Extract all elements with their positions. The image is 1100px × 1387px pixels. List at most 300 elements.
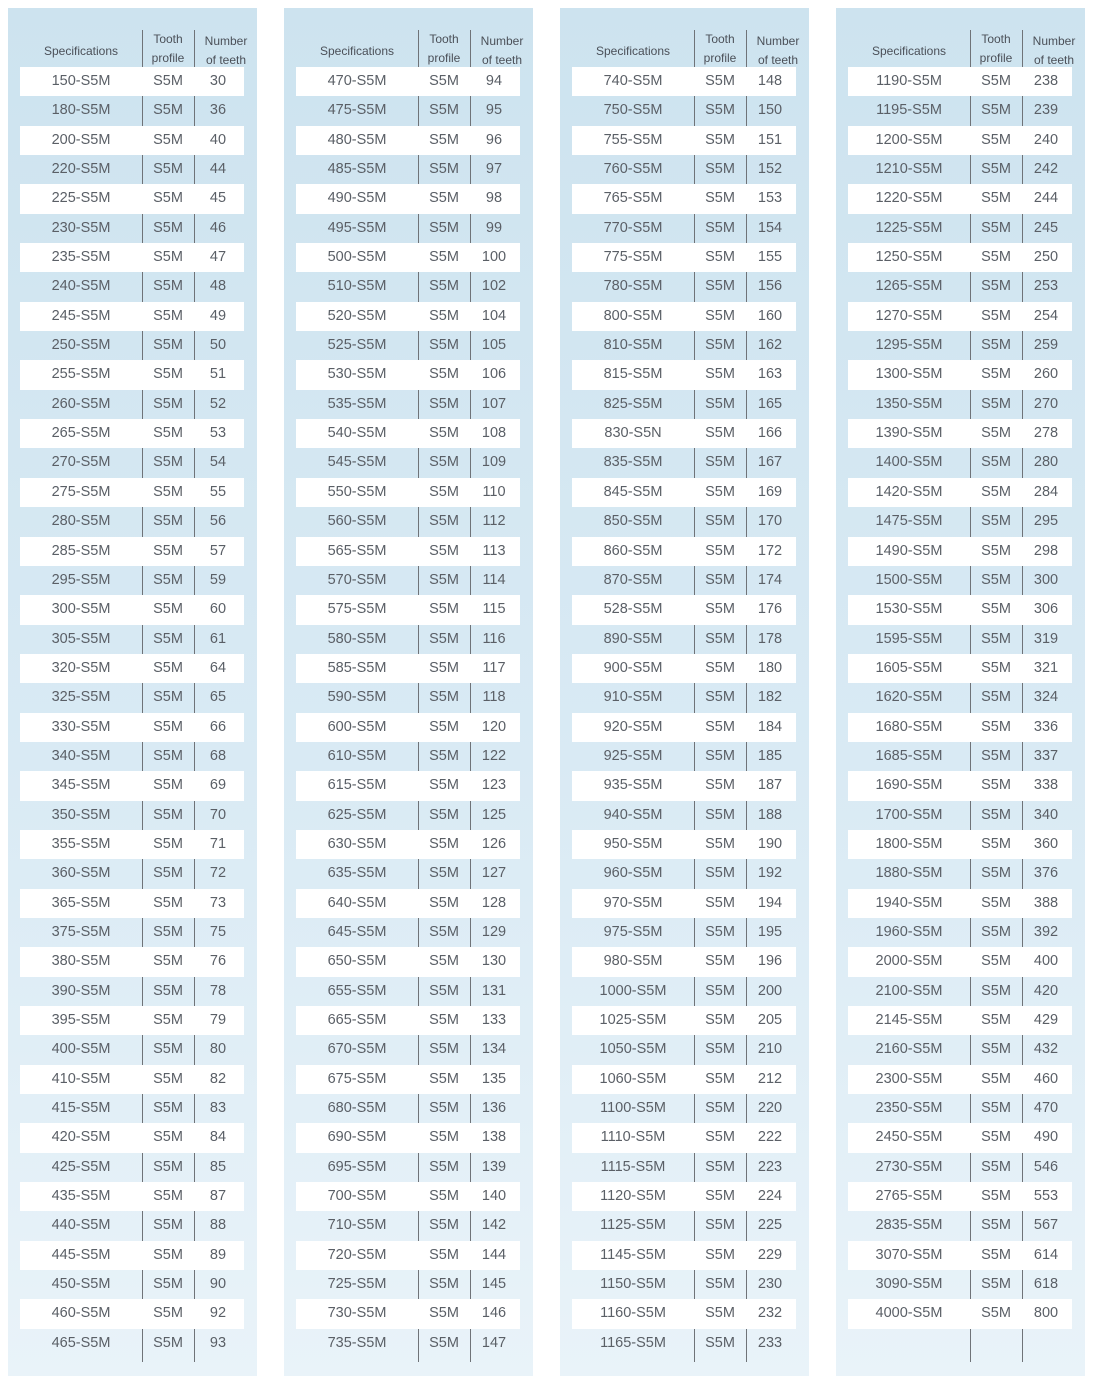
cell-tooth-profile: S5M [705,513,735,530]
cell-tooth-profile: S5M [429,513,459,530]
cell-number-of-teeth: 112 [482,513,506,530]
cell-specification: 225-S5M [51,190,111,207]
cell-number-of-teeth: 546 [1033,1158,1059,1175]
cell-tooth-profile: S5M [981,1129,1011,1146]
cell-number-of-teeth: 148 [757,73,783,89]
cell-specification: 1350-S5M [875,395,943,412]
cell-number-of-teeth: 48 [209,278,227,295]
cell-number-of-teeth: 104 [481,307,507,324]
cell-tooth-profile: S5M [429,161,459,178]
cell-tooth-profile: S5M [153,513,183,530]
cell-specification: 740-S5M [603,73,663,89]
cell-number-of-teeth: 553 [1033,1188,1059,1205]
cell-number-of-teeth: 110 [482,483,506,500]
cell-number-of-teeth: 253 [1033,278,1059,295]
cell-specification: 980-S5M [603,953,663,970]
cell-tooth-profile: S5M [153,1158,183,1175]
cell-tooth-profile: S5M [153,1100,183,1117]
cell-specification: 1200-S5M [875,131,943,148]
cell-specification: 365-S5M [51,894,111,911]
cell-specification: 2145-S5M [875,1012,943,1028]
cell-number-of-teeth: 57 [209,542,227,559]
cell-tooth-profile: S5M [153,542,183,559]
cell-tooth-profile: S5M [705,1070,735,1087]
cell-specification: 265-S5M [51,425,111,442]
cell-number-of-teeth: 192 [757,865,783,882]
cell-specification: 435-S5M [51,1188,111,1205]
cell-tooth-profile: S5M [705,366,735,383]
cell-number-of-teeth: 195 [757,923,783,940]
cell-number-of-teeth: 200 [757,982,783,999]
cell-specification: 235-S5M [51,249,111,266]
cell-number-of-teeth: 138 [481,1129,507,1146]
cell-tooth-profile: S5M [429,835,459,852]
cell-specification: 510-S5M [327,278,387,295]
cell-number-of-teeth: 187 [757,777,783,794]
cell-number-of-teeth: 40 [209,131,227,148]
cell-tooth-profile: S5M [429,131,459,148]
cell-tooth-profile: S5M [153,689,183,706]
cell-tooth-profile: S5M [705,483,735,500]
cell-number-of-teeth: 123 [481,777,507,794]
cell-tooth-profile: S5M [705,102,735,119]
cell-tooth-profile: S5M [705,1276,735,1293]
cell-specification: 1150-S5M [600,1276,666,1293]
cell-tooth-profile: S5M [153,395,183,412]
cell-tooth-profile: S5M [705,1188,735,1205]
cell-number-of-teeth: 108 [481,425,507,442]
cell-tooth-profile: S5M [705,747,735,764]
cell-tooth-profile: S5M [981,630,1011,647]
cell-specification: 630-S5M [327,835,387,852]
cell-specification: 1265-S5M [875,278,943,295]
cell-specification: 610-S5M [327,747,387,764]
cell-tooth-profile: S5M [705,161,735,178]
cell-number-of-teeth: 229 [757,1246,783,1263]
cell-number-of-teeth: 69 [209,777,227,794]
cell-tooth-profile: S5M [981,982,1011,999]
cell-number-of-teeth: 165 [757,395,783,412]
cell-number-of-teeth: 106 [481,366,507,383]
cell-tooth-profile: S5M [429,953,459,970]
cell-specification: 935-S5M [603,777,663,794]
cell-specification: 1165-S5M [600,1334,666,1351]
cell-tooth-profile: S5M [153,1041,183,1058]
cell-specification: 245-S5M [51,307,111,324]
cell-specification: 445-S5M [51,1246,111,1263]
cell-specification: 345-S5M [51,777,111,794]
cell-number-of-teeth: 239 [1033,102,1059,119]
cell-number-of-teeth: 222 [757,1129,783,1146]
cell-number-of-teeth: 254 [1033,307,1059,324]
cell-specification: 1690-S5M [875,777,943,794]
cell-tooth-profile: S5M [981,542,1011,559]
cell-tooth-profile: S5M [153,894,183,911]
cell-specification: 2730-S5M [875,1158,943,1175]
cell-tooth-profile: S5M [153,1188,183,1205]
cell-number-of-teeth: 242 [1033,161,1059,178]
cell-specification: 960-S5M [603,865,663,882]
cell-specification: 4000-S5M [875,1305,943,1322]
cell-tooth-profile: S5M [153,161,183,178]
cell-specification: 2160-S5M [875,1041,943,1058]
cell-specification: 770-S5M [603,219,663,236]
cell-specification: 1500-S5M [875,571,943,588]
cell-specification: 645-S5M [327,923,387,940]
cell-tooth-profile: S5M [429,601,459,618]
cell-specification: 150-S5M [51,73,111,89]
cell-number-of-teeth: 150 [757,102,783,119]
cell-number-of-teeth: 376 [1033,865,1059,882]
cell-specification: 1220-S5M [875,190,943,207]
cell-number-of-teeth: 83 [209,1100,227,1117]
cell-number-of-teeth: 162 [757,337,783,354]
cell-number-of-teeth: 321 [1033,659,1059,676]
cell-specification: 415-S5M [51,1100,111,1117]
cell-tooth-profile: S5M [153,219,183,236]
cell-tooth-profile: S5M [153,777,183,794]
cell-number-of-teeth: 45 [209,190,227,207]
cell-number-of-teeth: 139 [481,1158,507,1175]
cell-number-of-teeth: 98 [485,190,503,207]
cell-tooth-profile: S5M [153,454,183,471]
cell-specification: 2450-S5M [875,1129,943,1146]
cell-tooth-profile: S5M [153,806,183,823]
cell-specification: 280-S5M [51,513,111,530]
cell-tooth-profile: S5M [153,1070,183,1087]
cell-tooth-profile: S5M [705,953,735,970]
cell-tooth-profile: S5M [705,865,735,882]
cell-specification: 3070-S5M [875,1246,943,1263]
cell-specification: 1700-S5M [875,806,943,823]
cell-number-of-teeth: 47 [209,249,227,266]
cell-specification: 830-S5N [604,425,662,442]
cell-specification: 730-S5M [327,1305,387,1322]
cell-tooth-profile: S5M [981,953,1011,970]
cell-specification: 3090-S5M [875,1276,943,1293]
cell-number-of-teeth: 174 [757,571,783,588]
cell-tooth-profile: S5M [981,806,1011,823]
cell-specification: 1125-S5M [600,1217,666,1234]
cell-tooth-profile: S5M [705,806,735,823]
cell-specification: 520-S5M [327,307,387,324]
cell-tooth-profile: S5M [705,630,735,647]
cell-tooth-profile: S5M [153,1246,183,1263]
cell-number-of-teeth: 49 [209,307,227,324]
cell-tooth-profile: S5M [153,747,183,764]
cell-specification: 275-S5M [51,483,111,500]
cell-number-of-teeth: 163 [757,366,783,383]
cell-tooth-profile: S5M [705,982,735,999]
cell-tooth-profile: S5M [981,1188,1011,1205]
cell-specification: 1800-S5M [875,835,943,852]
cell-tooth-profile: S5M [429,1305,459,1322]
cell-number-of-teeth: 44 [209,161,227,178]
cell-specification: 540-S5M [327,425,387,442]
cell-number-of-teeth: 52 [209,395,227,412]
cell-tooth-profile: S5M [153,1305,183,1322]
cell-specification: 200-S5M [51,131,111,148]
cell-specification: 1120-S5M [600,1188,666,1205]
cell-number-of-teeth: 167 [757,454,783,471]
cell-specification: 1390-S5M [875,425,943,442]
cell-specification: 390-S5M [51,982,111,999]
header-number-of-teeth: Number of teeth [204,34,248,67]
cell-specification: 270-S5M [51,454,111,471]
cell-specification: 815-S5M [603,366,663,383]
cell-specification: 1420-S5M [875,483,943,500]
cell-tooth-profile: S5M [429,1246,459,1263]
cell-number-of-teeth: 70 [209,806,227,823]
cell-specification: 460-S5M [51,1305,111,1322]
cell-tooth-profile: S5M [705,1217,735,1234]
cell-tooth-profile: S5M [981,454,1011,471]
cell-specification: 400-S5M [51,1041,111,1058]
cell-specification: 725-S5M [327,1276,387,1293]
cell-specification: 635-S5M [327,865,387,882]
cell-tooth-profile: S5M [153,102,183,119]
cell-specification: 295-S5M [51,571,111,588]
cell-number-of-teeth: 800 [1033,1305,1059,1322]
cell-tooth-profile: S5M [705,659,735,676]
header-number-of-teeth: Number of teeth [480,34,524,67]
cell-tooth-profile: S5M [153,249,183,266]
cell-number-of-teeth: 71 [209,835,227,852]
cell-specification: 835-S5M [603,454,663,471]
cell-specification: 1685-S5M [875,747,943,764]
cell-tooth-profile: S5M [981,425,1011,442]
spec-table-3 [560,8,809,1376]
cell-tooth-profile: S5M [981,1305,1011,1322]
cell-tooth-profile: S5M [429,73,459,89]
cell-specification: 720-S5M [327,1246,387,1263]
cell-number-of-teeth: 135 [481,1070,507,1087]
cell-number-of-teeth: 136 [481,1100,507,1117]
cell-tooth-profile: S5M [429,923,459,940]
cell-number-of-teeth: 129 [481,923,507,940]
cell-tooth-profile: S5M [981,689,1011,706]
cell-number-of-teeth: 66 [209,718,227,735]
cell-specification: 325-S5M [51,689,111,706]
cell-number-of-teeth: 146 [481,1305,507,1322]
cell-specification: 360-S5M [51,865,111,882]
cell-tooth-profile: S5M [153,131,183,148]
cell-number-of-teeth: 76 [209,953,227,970]
cell-specification: 1195-S5M [876,102,942,119]
cell-tooth-profile: S5M [981,190,1011,207]
cell-specification: 560-S5M [327,513,387,530]
cell-number-of-teeth: 176 [757,601,783,618]
cell-specification: 320-S5M [51,659,111,676]
cell-number-of-teeth: 84 [209,1129,227,1146]
cell-tooth-profile: S5M [705,1334,735,1351]
cell-specification: 1300-S5M [875,366,943,383]
cell-specification: 975-S5M [603,923,663,940]
cell-number-of-teeth: 102 [481,278,507,295]
cell-specification: 530-S5M [327,366,387,383]
cell-tooth-profile: S5M [429,982,459,999]
cell-specification: 355-S5M [51,835,111,852]
cell-number-of-teeth: 72 [209,865,227,882]
cell-number-of-teeth: 306 [1033,601,1059,618]
cell-tooth-profile: S5M [981,366,1011,383]
cell-tooth-profile: S5M [153,571,183,588]
cell-tooth-profile: S5M [981,249,1011,266]
cell-tooth-profile: S5M [981,1158,1011,1175]
cell-number-of-teeth: 337 [1033,747,1059,764]
cell-number-of-teeth: 618 [1033,1276,1059,1293]
cell-tooth-profile: S5M [429,806,459,823]
cell-tooth-profile: S5M [153,73,183,89]
header-number-of-teeth: Number of teeth [756,34,800,67]
cell-tooth-profile: S5M [981,1070,1011,1087]
cell-tooth-profile: S5M [429,1334,459,1351]
cell-specification: 1530-S5M [875,601,943,618]
cell-specification: 490-S5M [327,190,387,207]
cell-number-of-teeth: 230 [757,1276,783,1293]
header-specifications: Specifications [595,44,671,58]
cell-number-of-teeth: 147 [481,1334,507,1351]
cell-tooth-profile: S5M [429,219,459,236]
cell-number-of-teeth: 100 [481,249,507,266]
cell-specification: 565-S5M [327,542,387,559]
cell-tooth-profile: S5M [981,278,1011,295]
cell-number-of-teeth: 300 [1033,571,1059,588]
cell-number-of-teeth: 278 [1033,425,1059,442]
cell-tooth-profile: S5M [981,571,1011,588]
cell-number-of-teeth: 80 [209,1041,227,1058]
cell-specification: 665-S5M [327,1012,387,1028]
cell-specification: 465-S5M [51,1334,111,1351]
cell-specification: 485-S5M [327,161,387,178]
cell-tooth-profile: S5M [981,102,1011,119]
cell-tooth-profile: S5M [981,1276,1011,1293]
cell-tooth-profile: S5M [981,894,1011,911]
cell-number-of-teeth: 172 [757,542,783,559]
cell-number-of-teeth: 460 [1033,1070,1059,1087]
cell-specification: 330-S5M [51,718,111,735]
cell-number-of-teeth: 46 [209,219,227,236]
cell-number-of-teeth: 90 [209,1276,227,1293]
cell-tooth-profile: S5M [705,1041,735,1058]
cell-specification: 2100-S5M [875,982,943,999]
cell-number-of-teeth: 60 [209,601,227,618]
cell-number-of-teeth: 89 [209,1246,227,1263]
cell-specification: 1145-S5M [600,1246,666,1263]
cell-number-of-teeth: 82 [209,1070,227,1087]
cell-number-of-teeth: 420 [1033,982,1059,999]
cell-number-of-teeth: 131 [481,982,507,999]
cell-specification: 375-S5M [51,923,111,940]
cell-number-of-teeth: 260 [1033,366,1059,383]
cell-tooth-profile: S5M [981,483,1011,500]
cell-tooth-profile: S5M [981,73,1011,89]
spec-table-1 [8,8,257,1376]
cell-number-of-teeth: 238 [1033,73,1059,89]
cell-specification: 1115-S5M [600,1158,666,1175]
cell-number-of-teeth: 127 [481,865,507,882]
cell-specification: 470-S5M [327,73,387,89]
cell-number-of-teeth: 155 [757,249,783,266]
cell-tooth-profile: S5M [981,835,1011,852]
cell-tooth-profile: S5M [153,865,183,882]
cell-tooth-profile: S5M [429,249,459,266]
cell-tooth-profile: S5M [153,630,183,647]
cell-specification: 925-S5M [603,747,663,764]
cell-number-of-teeth: 280 [1033,454,1059,471]
cell-specification: 2300-S5M [875,1070,943,1087]
cell-number-of-teeth: 392 [1033,923,1059,940]
cell-tooth-profile: S5M [429,718,459,735]
cell-specification: 1190-S5M [876,73,942,89]
cell-specification: 1680-S5M [875,718,943,735]
cell-tooth-profile: S5M [705,1129,735,1146]
header-specifications: Specifications [43,44,119,58]
cell-tooth-profile: S5M [981,307,1011,324]
cell-specification: 775-S5M [603,249,663,266]
cell-number-of-teeth: 295 [1033,513,1059,530]
cell-specification: 1475-S5M [875,513,943,530]
cell-tooth-profile: S5M [705,835,735,852]
header-specifications: Specifications [871,44,947,58]
cell-specification: 500-S5M [327,249,387,266]
header-tooth-profile: Tooth profile [151,32,185,65]
header-tooth-profile: Tooth profile [979,32,1013,65]
cell-specification: 800-S5M [603,307,663,324]
cell-tooth-profile: S5M [705,1100,735,1117]
cell-specification: 750-S5M [603,102,663,119]
cell-specification: 550-S5M [327,483,387,500]
cell-number-of-teeth: 128 [481,894,507,911]
cell-tooth-profile: S5M [153,278,183,295]
cell-number-of-teeth: 156 [757,278,783,295]
cell-specification: 695-S5M [327,1158,387,1175]
cell-tooth-profile: S5M [981,337,1011,354]
cell-number-of-teeth: 94 [485,73,503,89]
cell-tooth-profile: S5M [429,102,459,119]
cell-tooth-profile: S5M [705,1246,735,1263]
cell-tooth-profile: S5M [429,542,459,559]
cell-number-of-teeth: 270 [1033,395,1059,412]
cell-number-of-teeth: 470 [1033,1100,1059,1117]
cell-specification: 575-S5M [327,601,387,618]
cell-specification: 700-S5M [327,1188,387,1205]
cell-number-of-teeth: 160 [757,307,783,324]
cell-tooth-profile: S5M [429,747,459,764]
cell-number-of-teeth: 115 [482,601,506,618]
cell-tooth-profile: S5M [153,483,183,500]
cell-tooth-profile: S5M [153,982,183,999]
cell-specification: 1060-S5M [599,1070,667,1087]
cell-specification: 350-S5M [51,806,111,823]
cell-tooth-profile: S5M [153,718,183,735]
cell-specification: 250-S5M [51,337,111,354]
header-specifications: Specifications [319,44,395,58]
cell-number-of-teeth: 388 [1033,894,1059,911]
cell-number-of-teeth: 109 [481,454,507,471]
cell-tooth-profile: S5M [153,1217,183,1234]
cell-tooth-profile: S5M [705,1305,735,1322]
cell-number-of-teeth: 145 [481,1276,507,1293]
cell-specification: 650-S5M [327,953,387,970]
cell-specification: 910-S5M [603,689,663,706]
cell-number-of-teeth: 68 [209,747,227,764]
cell-specification: 1400-S5M [875,454,943,471]
cell-specification: 2835-S5M [875,1217,943,1234]
cell-tooth-profile: S5M [429,1070,459,1087]
cell-specification: 440-S5M [51,1217,111,1234]
cell-tooth-profile: S5M [153,953,183,970]
